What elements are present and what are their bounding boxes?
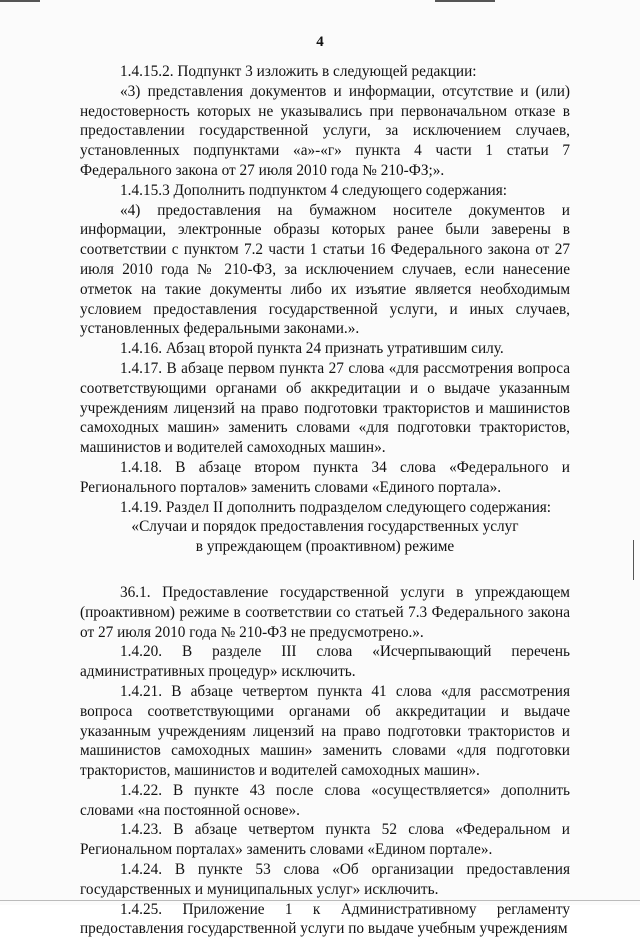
paragraph: 1.4.24. В пункте 53 слова «Об организации предоставления государственных и муниципальных услуг» исключить. xyxy=(80,861,570,898)
paragraph: 1.4.19. Раздел II дополнить подразделом следующего содержания: xyxy=(120,498,552,516)
document-body xyxy=(80,62,570,939)
paragraph: 1.4.17. В абзаце первом пункта 27 слова «для рассмотрения вопроса соответствующими органами об аккредитации и о выдаче указанным учреждениям лицензий на право подготовки трактористов и машинистов самоходных машин» заменить словами «для подготовки трактористов, машинистов и водителей самоходных машин». xyxy=(80,359,570,457)
paragraph: 1.4.15.3 Дополнить подпунктом 4 следующего содержания: xyxy=(120,181,508,199)
page-number: 4 xyxy=(316,34,324,50)
paragraph: 36.1. Предоставление государственной услуги в упреждающем (проактивном) режиме в соответствии со статьей 7.3 Федерального закона от 27 июля 2010 года № 210-ФЗ не предусмотрено.». xyxy=(80,583,570,641)
paragraph: 1.4.20. В разделе III слова «Исчерпывающий перечень административных процедур» исключить. xyxy=(80,643,570,681)
paragraph: 1.4.16. Абзац второй пункта 24 признать утратившим силу. xyxy=(120,340,504,358)
scan-artifact-right-edge xyxy=(633,540,634,580)
paragraph: 1.4.15.2. Подпункт 3 изложить в следующей редакции: xyxy=(120,63,477,80)
paragraph: 1.4.22. В пункте 43 после слова «осуществляется» дополнить словами «на постоянной основе». xyxy=(80,781,570,819)
scan-artifact-top-right xyxy=(435,0,495,2)
paragraph: 1.4.21. В абзаце четвертом пункта 41 слова «для рассмотрения вопроса соответствующими органами об аккредитации и выдаче указанным учреждениям лицензий на право подготовки трактористов и машинистов самоходных машин» заменить словами «для подготовки трактористов, машинистов и водителей самоходных машин». xyxy=(80,682,570,780)
paragraph: «4) предоставления на бумажном носителе документов и информации, электронные образы которых ранее были заверены в соответствии с пунктом 7.2 части 1 статьи 16 Федерального закона от 27 июля 2010 года № 210-ФЗ, за исключением случаев, если нанесение отметок на такие документы либо их изъятие является необходимым условием предоставления государственной услуги, и иных случаев, установленных федеральными законами.». xyxy=(80,201,570,338)
subsection-title-line1: «Случаи и порядок предоставления государственных услуг xyxy=(131,518,519,536)
paragraph: «3) представления документов и информации, отсутствие и (или) недостоверность которых не указывались при первоначальном отказе в предоставлении государственной услуги, за исключением случаев, установленных подпунктами «а»-«г» пункта 4 части 1 статьи 7 Федерального закона от 27 июля 2010 года № 210-ФЗ;». xyxy=(80,82,570,179)
paragraph: 1.4.18. В абзаце втором пункта 34 слова «Федерального и Регионального порталов» заменить словами «Единого портала». xyxy=(80,458,570,496)
scan-artifact-top-left xyxy=(0,0,40,2)
paragraph: 1.4.25. Приложение 1 к Административному регламенту предоставления государственной услуги по выдаче учебным учреждениям xyxy=(80,900,570,938)
subsection-title-line2: в упреждающем (проактивном) режиме xyxy=(195,538,455,556)
paragraph: 1.4.23. В абзаце четвертом пункта 52 слова «Федеральном и Региональном порталах» заменить словами «Едином портале». xyxy=(80,821,570,859)
